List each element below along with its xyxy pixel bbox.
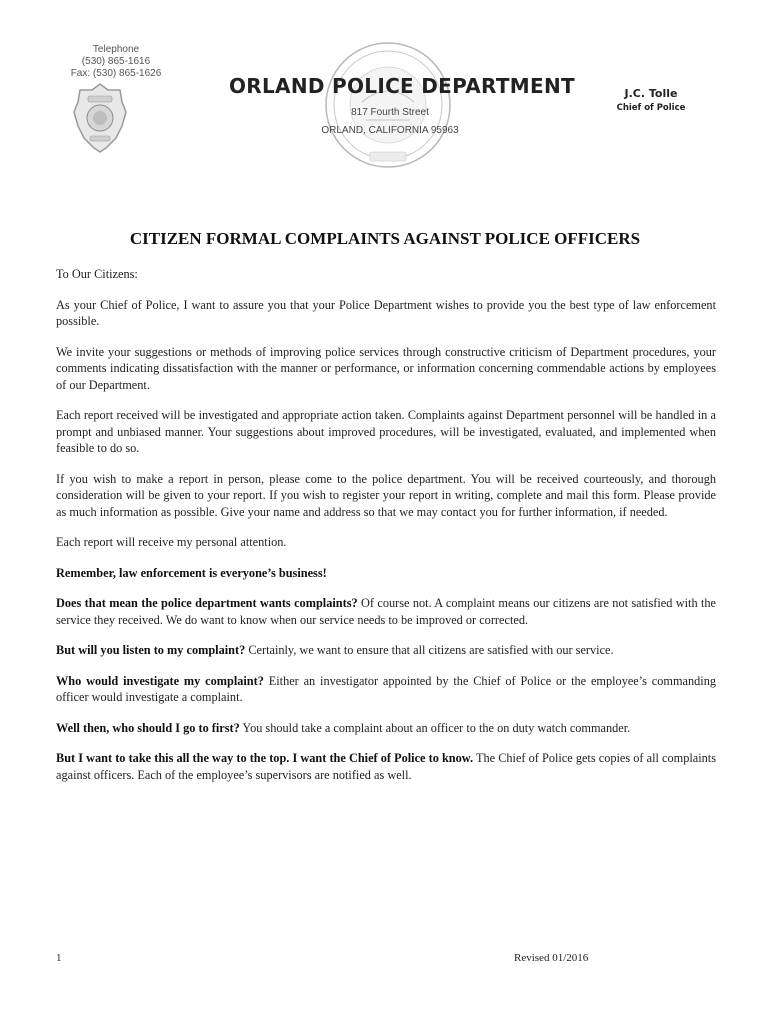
faq-answer: The Chief of Police gets copies of all complaints against officers. Each of the employee’s supervisors are notified as well.	[56, 751, 716, 782]
paragraph: Each report will receive my personal attention.	[56, 535, 287, 549]
faq-answer: You should take a complaint about an officer to the on duty watch commander.	[239, 720, 631, 735]
department-name: ORLAND POLICE DEPARTMENT	[229, 74, 575, 98]
telephone-number: (530) 865-1616	[81, 56, 151, 67]
faq-item	[56, 750, 716, 783]
faq-item	[56, 595, 716, 628]
police-badge-icon	[72, 82, 128, 154]
letter-body	[56, 266, 716, 797]
faq-answer: Either an investigator appointed by the Chief of Police or the employee’s commanding officer would investigate a complaint.	[56, 673, 716, 704]
faq-answer: Certainly, we want to ensure that all citizens are satisfied with our service.	[245, 643, 614, 657]
faq-question: Does that mean the police department wants complaints?	[56, 596, 358, 610]
faq-item	[56, 720, 716, 737]
document-title: CITIZEN FORMAL COMPLAINTS AGAINST POLICE OFFICERS	[129, 229, 641, 248]
fax-number: Fax: (530) 865-1626	[70, 68, 162, 79]
faq-question: But will you listen to my complaint?	[56, 643, 246, 657]
faq-item	[56, 642, 716, 659]
faq-question: But I want to take this all the way to the top. I want the Chief of Police to know.	[56, 751, 474, 765]
chief-name: J.C. Tolle	[624, 87, 678, 100]
street-address: 817 Fourth Street	[351, 107, 429, 118]
faq-question: Who would investigate my complaint?	[56, 673, 264, 688]
city-state-zip: ORLAND, CALIFORNIA 95963	[321, 125, 459, 136]
paragraph: If you wish to make a report in person, please come to the police department. You will be received courteously, and thorough consideration will be given to your report. If you wish to register your report in writing, complete and mail this form. Please provide as much information as possible. Give your name and address so that we may contact you for further information, if needed.	[56, 471, 716, 519]
telephone-label: Telephone	[92, 44, 140, 55]
faq-question: Well then, who should I go to first?	[56, 720, 240, 735]
paragraph: As your Chief of Police, I want to assure you that your Police Department wishes to provide you the best type of law enforcement possible.	[56, 297, 716, 328]
letterhead	[0, 0, 770, 210]
chief-title: Chief of Police	[616, 103, 686, 113]
faq-answer: Of course not. A complaint means our citizens are not satisfied with the service they received. We do want to know when our service needs to be improved or corrected.	[56, 596, 716, 627]
revision-date: Revised 01/2016	[514, 952, 589, 964]
greeting: To Our Citizens:	[56, 267, 138, 281]
faq-item	[56, 673, 716, 706]
slogan	[56, 565, 716, 582]
paragraph: Each report received will be investigated and appropriate action taken. Complaints against Department personnel will be handled in a prompt and unbiased manner. Your suggestions about improved procedures, will be investigated, evaluated, and implemented when feasible to do so.	[56, 408, 716, 455]
page-number: 1	[56, 952, 62, 964]
chief-block	[596, 87, 706, 113]
paragraph: We invite your suggestions or methods of improving police services through constructive criticism of Department procedures, your comments indicating dissatisfaction with the manner or performance, or information concerning commendable actions by employees of our Department.	[56, 344, 716, 392]
department-address	[300, 104, 480, 140]
contact-block	[56, 44, 176, 80]
slogan-text: Remember, law enforcement is everyone’s business!	[56, 565, 327, 580]
